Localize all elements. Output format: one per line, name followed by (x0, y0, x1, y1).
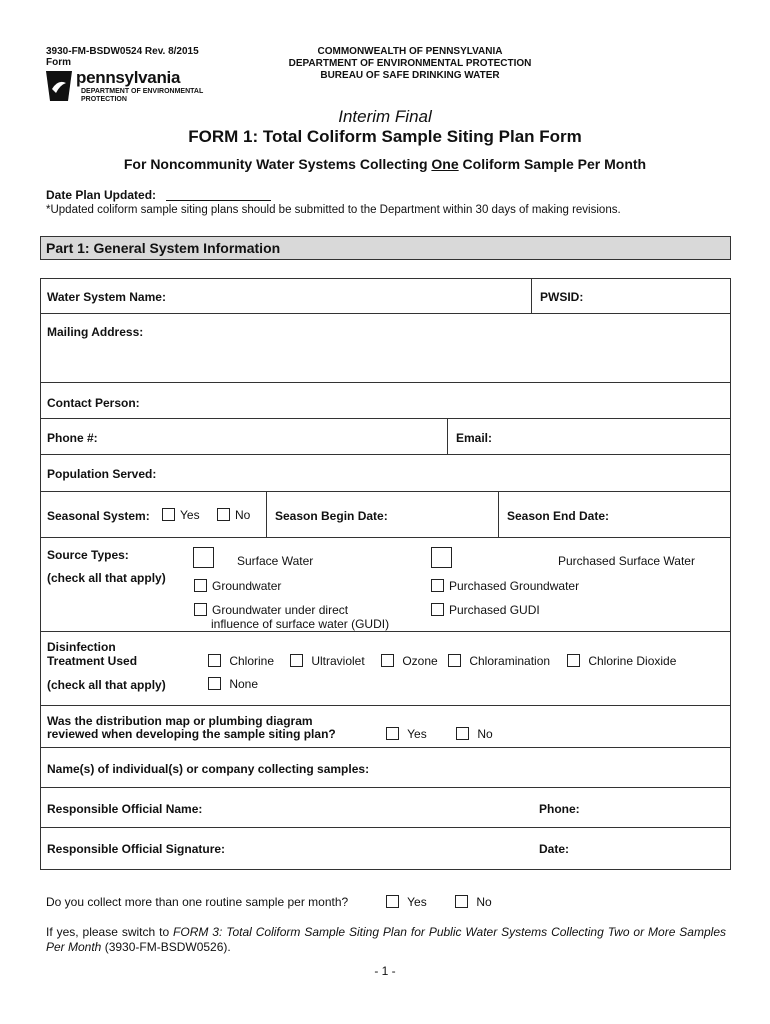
pwsid-field[interactable]: PWSID: (531, 279, 730, 313)
email-field[interactable]: Email: (447, 419, 730, 454)
chlorine-checkbox[interactable] (208, 654, 221, 667)
seasonal-yes-checkbox[interactable] (162, 508, 175, 521)
gudi-checkbox[interactable] (194, 603, 207, 616)
date-plan-note: *Updated coliform sample siting plans should be submitted to the Department within 30 days of making revisions. (46, 204, 621, 216)
groundwater-checkbox[interactable] (194, 579, 207, 592)
ozone-checkbox[interactable] (381, 654, 394, 667)
more-samples-yes-option[interactable]: Yes (386, 895, 427, 909)
none-option[interactable]: None (208, 677, 258, 691)
chlorine-dioxide-checkbox[interactable] (567, 654, 580, 667)
row-responsible-name (41, 787, 730, 827)
surface-water-checkbox[interactable] (193, 547, 214, 568)
page-number: - 1 - (374, 964, 396, 978)
switch-form-note: If yes, please switch to FORM 3: Total Coliform Sample Siting Plan for Public Water Systems Collecting Two or More Samples Per Month (3930-FM-BSDW0526). (46, 925, 726, 954)
more-samples-no-option[interactable]: No (455, 895, 492, 909)
map-question-line2: reviewed when developing the sample siting plan? (47, 727, 336, 741)
groundwater-option[interactable]: Groundwater (194, 579, 281, 593)
purchased-gudi-checkbox[interactable] (431, 603, 444, 616)
map-yes-option[interactable]: Yes (386, 727, 427, 741)
gudi-label-line2: influence of surface water (GUDI) (211, 617, 390, 631)
agency-line1: COMMONWEALTH OF PENNSYLVANIA (317, 46, 503, 57)
purchased-surface-water-checkbox[interactable] (431, 547, 452, 568)
water-system-name-field[interactable]: Water System Name: (47, 290, 166, 304)
source-types-hint: (check all that apply) (47, 571, 166, 585)
mailing-address-field[interactable]: Mailing Address: (41, 313, 730, 382)
form-subtitle: For Noncommunity Water Systems Collecting One Coliform Sample Per Month (123, 156, 647, 172)
logo-sub1: DEPARTMENT OF ENVIRONMENTAL (81, 88, 204, 95)
more-samples-question: Do you collect more than one routine sample per month? (46, 895, 349, 909)
source-types-label: Source Types: (47, 548, 129, 562)
contact-person-field[interactable]: Contact Person: (41, 382, 730, 418)
subtitle-emphasis: One (431, 156, 459, 172)
season-end-field[interactable]: Season End Date: (498, 492, 730, 537)
surface-water-label: Surface Water (237, 554, 314, 568)
agency-line2: DEPARTMENT OF ENVIRONMENTAL PROTECTION (288, 58, 532, 69)
map-yes-checkbox[interactable] (386, 727, 399, 740)
general-info-table (40, 278, 731, 870)
purchased-groundwater-option[interactable]: Purchased Groundwater (431, 579, 579, 593)
ultraviolet-option[interactable]: Ultraviolet (290, 654, 365, 668)
responsible-name-field[interactable]: Responsible Official Name: (47, 802, 203, 816)
date-plan-label: Date Plan Updated: (46, 188, 157, 202)
gudi-option[interactable]: Groundwater under direct (194, 603, 348, 617)
disinfection-label-line1: Disinfection (47, 640, 116, 654)
more-samples-yes-checkbox[interactable] (386, 895, 399, 908)
purchased-gudi-option[interactable]: Purchased GUDI (431, 603, 540, 617)
responsible-signature-field[interactable]: Responsible Official Signature: (47, 842, 226, 856)
agency-line3: BUREAU OF SAFE DRINKING WATER (320, 70, 500, 81)
more-samples-no-checkbox[interactable] (455, 895, 468, 908)
purchased-groundwater-checkbox[interactable] (431, 579, 444, 592)
responsible-phone-field[interactable]: Phone: (539, 802, 580, 816)
logo-sub2: PROTECTION (81, 96, 127, 103)
form3-reference: FORM 3: Total Coliform Sample Siting Plan for Public Water Systems Collecting Two or More Samples Per Month (46, 925, 726, 954)
disinfection-label-line2: Treatment Used (47, 654, 138, 668)
part1-heading-bar (40, 236, 731, 260)
row-seasonal (41, 491, 730, 537)
seasonal-label: Seasonal System: (47, 509, 150, 523)
disinfection-hint: (check all that apply) (47, 678, 166, 692)
ultraviolet-checkbox[interactable] (290, 654, 303, 667)
part1-heading: Part 1: General System Information (46, 240, 281, 256)
collectors-field[interactable]: Name(s) of individual(s) or company collecting samples: (41, 747, 730, 787)
row-water-system (41, 279, 730, 313)
form-code: 3930-FM-BSDW0524 Rev. 8/2015 (46, 46, 199, 57)
row-disinfection (41, 631, 730, 705)
form-word: Form (46, 57, 71, 68)
row-responsible-signature (41, 827, 730, 869)
season-begin-field[interactable]: Season Begin Date: (266, 492, 498, 537)
row-source-types (41, 537, 730, 631)
row-map-question (41, 705, 730, 747)
seasonal-yes-option[interactable]: Yes (162, 508, 200, 522)
seasonal-no-checkbox[interactable] (217, 508, 230, 521)
map-no-checkbox[interactable] (456, 727, 469, 740)
keystone-icon (44, 69, 74, 103)
none-checkbox[interactable] (208, 677, 221, 690)
chlorine-option[interactable]: Chlorine (208, 654, 274, 668)
status-text: Interim Final (338, 107, 432, 126)
date-plan-field[interactable] (166, 200, 271, 201)
map-no-option[interactable]: No (456, 727, 493, 741)
responsible-date-field[interactable]: Date: (539, 842, 570, 856)
chloramination-option[interactable]: Chloramination (448, 654, 550, 668)
population-field[interactable]: Population Served: (41, 454, 730, 491)
logo-text: pennsylvania (76, 68, 181, 87)
seasonal-no-option[interactable]: No (217, 508, 250, 522)
map-question-line1: Was the distribution map or plumbing diagram (47, 714, 313, 728)
chlorine-dioxide-option[interactable]: Chlorine Dioxide (567, 654, 676, 668)
ozone-option[interactable]: Ozone (381, 654, 438, 668)
row-phone-email (41, 418, 730, 454)
form-title: FORM 1: Total Coliform Sample Siting Plan Form (188, 127, 582, 146)
pa-dep-logo (44, 69, 214, 109)
chloramination-checkbox[interactable] (448, 654, 461, 667)
phone-field[interactable]: Phone #: (47, 431, 98, 445)
purchased-surface-water-label: Purchased Surface Water (558, 554, 695, 568)
